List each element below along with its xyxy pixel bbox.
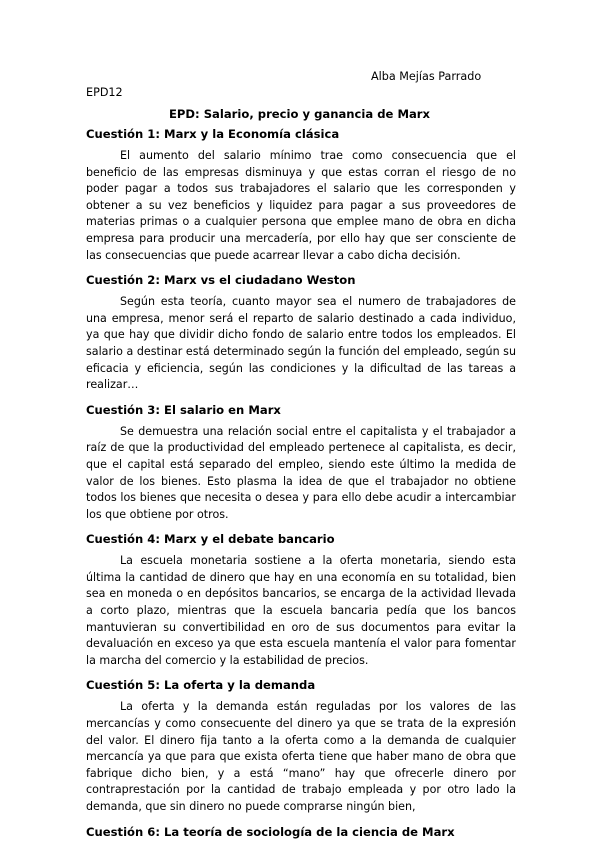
section-paragraph: La oferta y la demanda están reguladas por los valores de las mercancías y como consecuente del dinero ya que se trata de la expresión del valor. El dinero fija tanto a la oferta como a la demanda de cualquier mercancía ya que para que exista oferta tiene que haber mano de obra que fabrique dicho bien, y a está “mano” hay que ofrecerle dinero por contraprestación por la cantidad de trabajo empleada y por otro lado la demanda, que sin dinero no puede comprarse ningún bien, (86, 700, 516, 813)
section-paragraph: El aumento del salario mínimo trae como consecuencia que el beneficio de las empresas disminuya y que estas corran el riesgo de no poder pagar a todos sus trabajadores el salario que les corresponden y obtener a su vez beneficios y liquidez para pagar a sus proveedores de materias primas o a cualquier persona que emplee mano de obra en dicha empresa para producir una mercadería, por ello hay que ser consciente de las consecuencias que puede acarrear llevar a cabo dicha decisión. (86, 149, 516, 262)
section-2 (86, 272, 516, 394)
author-name: Alba Mejías Parrado (371, 70, 482, 83)
section-paragraph: Se demuestra una relación social entre el capitalista y el trabajador a raíz de que la productividad del empleado pertenece al capitalista, es decir, que el capital está separado del empleo, siendo este último la medida de valor de los bienes. Esto plasma la idea de que el trabajador no obtiene todos los bienes que necesita o desea y para ello debe acudir a intercambiar los que obtiene por otros. (86, 424, 516, 521)
section-heading: Cuestión 1: Marx y la Economía clásica (86, 127, 340, 141)
section-heading: Cuestión 2: Marx vs el ciudadano Weston (86, 273, 356, 288)
section-heading: Cuestión 6: La teoría de sociología de la ciencia de Marx (86, 824, 455, 839)
section-heading: Cuestión 4: Marx y el debate bancario (86, 532, 335, 547)
section-3 (86, 402, 516, 524)
section-paragraph: La escuela monetaria sostiene a la oferta monetaria, siendo esta última la cantidad de dinero que hay en una economía en su totalidad, bien sea en moneda o en depósitos bancarios, se encarga de la actividad llevada a corto plazo, mientras que la escuela bancaria pedía que los bancos mantuvieran su convertibilidad en oro de sus documentos para evitar la devaluación en exceso ya que esta escuela mantenía el valor para fomentar la marcha del comercio y la estabilidad de precios. (86, 554, 516, 667)
document-body (86, 126, 516, 846)
section-5 (86, 677, 516, 815)
document-code: EPD12 (86, 86, 123, 99)
section-4 (86, 531, 516, 669)
section-paragraph: Según esta teoría, cuanto mayor sea el numero de trabajadores de una empresa, menor será el reparto de salario destinado a cada individuo, ya que hay que dividir dicho fondo de salario entre todos los empleados. El salario a destinar está determinado según la función del empleado, según su eficacia y eficiencia, según las condiciones y la dificultad de las tareas a realizar… (86, 295, 516, 392)
section-heading: Cuestión 3: El salario en Marx (86, 402, 281, 417)
section-1 (86, 126, 516, 264)
document-title: EPD: Salario, precio y ganancia de Marx (168, 107, 431, 121)
section-6 (86, 824, 516, 841)
section-heading: Cuestión 5: La oferta y la demanda (86, 678, 316, 693)
